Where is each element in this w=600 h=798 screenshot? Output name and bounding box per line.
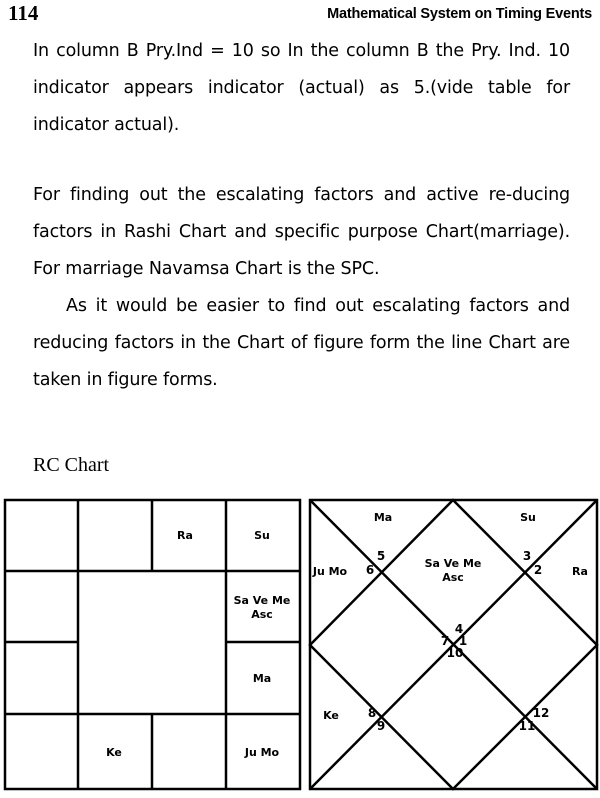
house-number-2: 2 (533, 563, 543, 577)
south-cell-ra: Ra (177, 529, 193, 542)
south-cell-ma: Ma (252, 672, 272, 685)
house-number-5: 5 (376, 549, 386, 563)
north-planet-su: Su (520, 511, 536, 524)
north-planet-sa-ve-me: Sa Ve Me (424, 557, 482, 570)
north-planet-ju-mo: Ju Mo (312, 565, 348, 578)
house-number-7: 7 (440, 634, 450, 648)
house-number-4: 4 (454, 622, 464, 636)
south-cell-ke: Ke (106, 746, 122, 759)
south-cell-ju-mo: Ju Mo (244, 746, 280, 759)
north-planet-ma: Ma (373, 511, 393, 524)
body-text (33, 33, 570, 399)
house-number-6: 6 (365, 563, 375, 577)
north-indian-chart (310, 500, 597, 789)
south-cell-su: Su (254, 529, 270, 542)
page-number: 114 (8, 1, 39, 25)
north-planet-ra: Ra (572, 565, 588, 578)
house-number-10: 10 (446, 646, 464, 660)
house-number-12: 12 (532, 706, 550, 720)
charts-svg (0, 495, 600, 793)
page-header (8, 0, 592, 30)
house-number-11: 11 (518, 719, 536, 733)
paragraph-1: In column B Pry.Ind = 10 so In the column B the Pry. Ind. 10 indicator appears indicator (actual) as 5.(vide table for indicator actual). (33, 41, 570, 135)
paragraph-3: As it would be easier to find out escalating factors and reducing factors in the Chart of figure form the line Chart are taken in figure forms. (33, 296, 570, 390)
north-planet-asc: Asc (442, 571, 464, 584)
house-number-8: 8 (367, 706, 377, 720)
charts-area (0, 495, 600, 793)
north-planet-ke: Ke (323, 709, 339, 722)
running-title: Mathematical System on Timing Events (327, 6, 592, 22)
house-number-9: 9 (376, 719, 386, 733)
house-number-3: 3 (522, 549, 532, 563)
paragraph-2: For finding out the escalating factors and active re-ducing factors in Rashi Chart and specific purpose Chart(marriage). For marriage Navamsa Chart is the SPC. (33, 185, 570, 279)
chart-caption: RC Chart (33, 454, 110, 476)
house-number-1: 1 (458, 634, 468, 648)
south-cell-asc: Asc (251, 608, 273, 621)
south-cell-sa-ve-me: Sa Ve Me (233, 594, 291, 607)
